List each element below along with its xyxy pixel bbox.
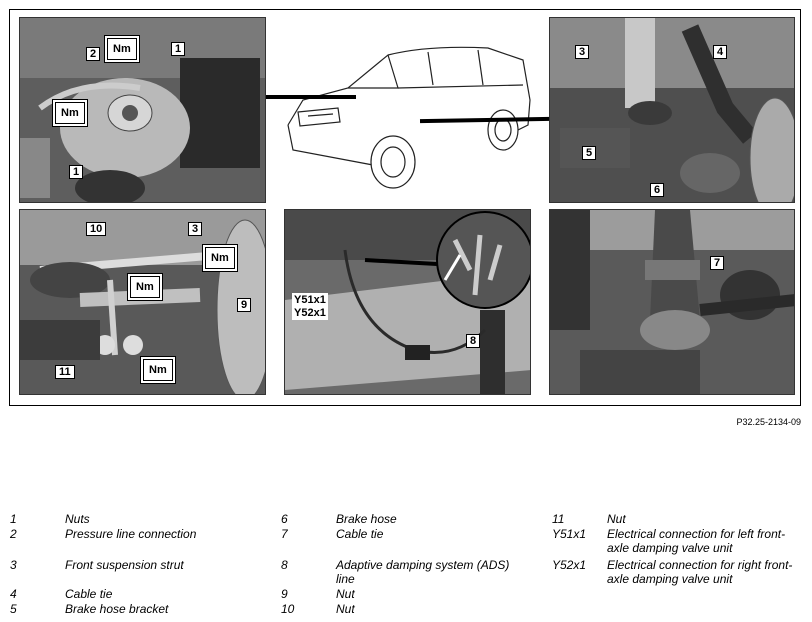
figure-id: P32.25-2134-09: [736, 417, 801, 427]
legend-number: 8: [281, 558, 288, 572]
legend-number: 4: [10, 587, 17, 601]
callout-2: 2: [86, 47, 100, 61]
connector-label-y52x1: Y52x1: [294, 307, 326, 319]
callout-7: 7: [710, 256, 724, 270]
legend-number: 9: [281, 587, 288, 601]
torque-badge: Nm: [143, 359, 173, 381]
callout-6: 6: [650, 183, 664, 197]
legend-text: Nut: [607, 512, 626, 526]
legend-number: 1: [10, 512, 17, 526]
legend-number: Y51x1: [552, 527, 587, 541]
legend-number: 2: [10, 527, 17, 541]
vehicle-drawing: [278, 30, 538, 190]
callout-4: 4: [713, 45, 727, 59]
leader-line: [266, 95, 356, 99]
callout-10: 10: [86, 222, 106, 236]
legend-text: Electrical connection for left front-axle damping valve unit: [607, 527, 786, 555]
legend-number: 10: [281, 602, 295, 616]
legend-number: 5: [10, 602, 17, 616]
torque-badge: Nm: [107, 38, 137, 60]
photo-top-right: [549, 17, 795, 203]
legend-text: Cable tie: [336, 527, 384, 541]
legend-text: Pressure line connection: [65, 527, 197, 541]
legend-number: 7: [281, 527, 288, 541]
legend-text: Nut: [336, 602, 355, 616]
legend-number: 11: [552, 512, 565, 526]
photo-bottom-right-image: [550, 210, 795, 395]
photo-bottom-left: [19, 209, 266, 395]
torque-badge: Nm: [130, 276, 160, 298]
callout-1-top: 1: [171, 42, 185, 56]
legend-text: Nut: [336, 587, 355, 601]
legend-text: Brake hose: [336, 512, 397, 526]
legend-number: 6: [281, 512, 288, 526]
callout-8: 8: [466, 334, 480, 348]
callout-3: 3: [188, 222, 202, 236]
legend-number: Y52x1: [552, 558, 587, 572]
legend-text: Brake hose bracket: [65, 602, 169, 616]
callout-9: 9: [237, 298, 251, 312]
connector-label-y51x1: Y51x1: [294, 294, 326, 306]
legend-text: Cable tie: [65, 587, 113, 601]
photo-bottom-middle: [284, 209, 531, 395]
photo-top-left: [19, 17, 266, 203]
legend-text: Electrical connection for right front-axle damping valve unit: [607, 558, 793, 586]
figure-frame: [9, 9, 801, 406]
callout-3: 3: [575, 45, 589, 59]
torque-badge: Nm: [205, 247, 235, 269]
legend-text: Nuts: [65, 512, 90, 526]
photo-bottom-right: [549, 209, 795, 395]
torque-badge: Nm: [55, 102, 85, 124]
vehicle-illustration: [278, 30, 538, 190]
callout-1-bottom: 1: [69, 165, 83, 179]
legend-text: Adaptive damping system (ADS) line: [336, 558, 510, 586]
legend-text: Front suspension strut: [65, 558, 184, 572]
callout-11: 11: [55, 365, 75, 379]
callout-5: 5: [582, 146, 596, 160]
legend-number: 3: [10, 558, 17, 572]
